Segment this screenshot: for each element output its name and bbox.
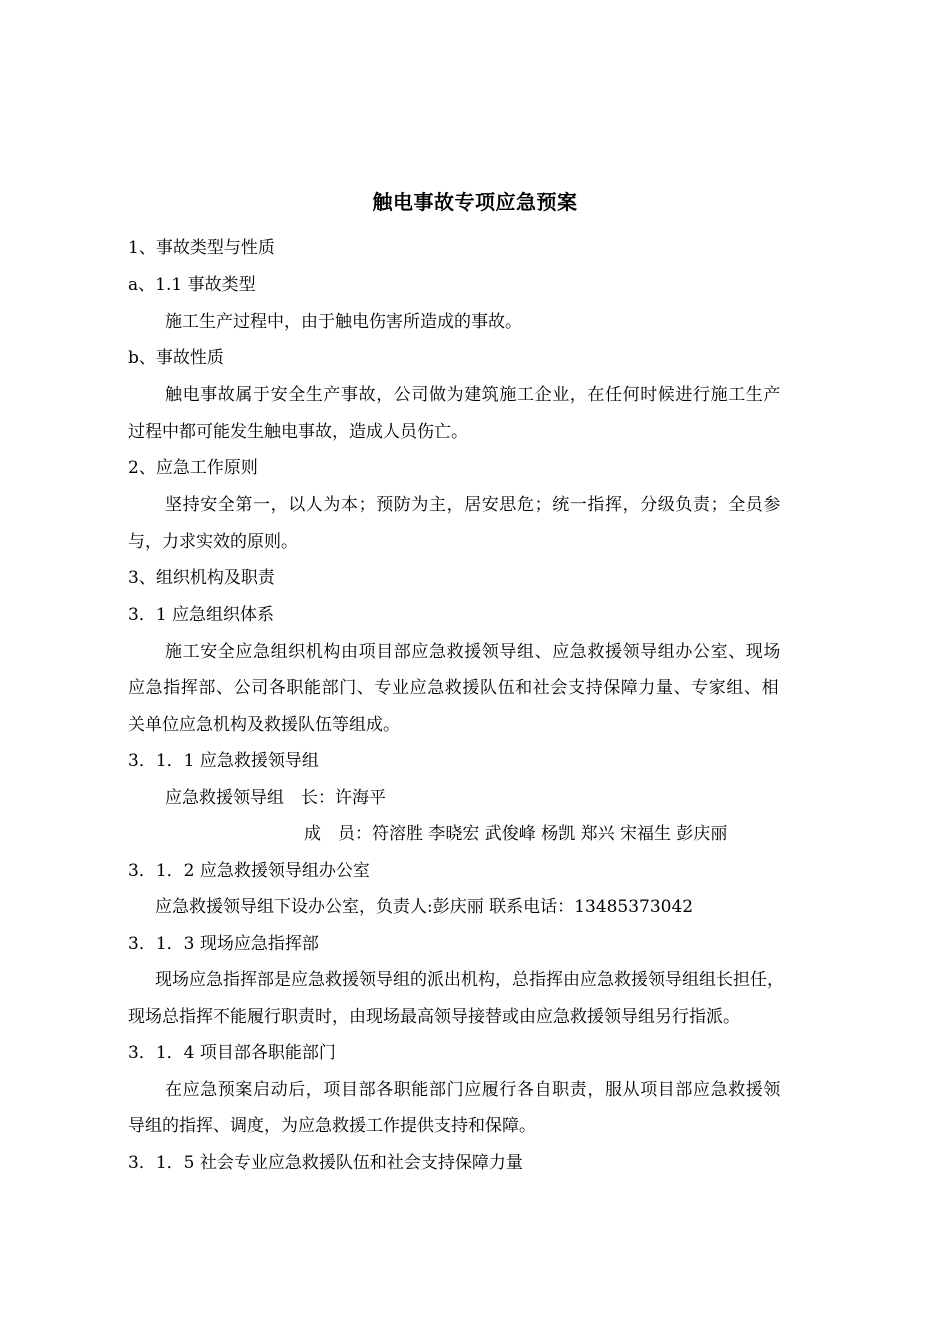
paragraph-line: 过程中都可能发生触电事故，造成人员伤亡。 (128, 422, 468, 442)
paragraph-line: 现场应急指挥部是应急救援领导组的派出机构，总指挥由应急救援领导组组长担任， (155, 970, 784, 990)
paragraph-line: 施工安全应急组织机构由项目部应急救援领导组、应急救援领导组办公室、现场 (165, 642, 781, 662)
paragraph-line: 现场总指挥不能履行职责时，由现场最高领导接替或由应急救援领导组另行指派。 (128, 1007, 740, 1027)
heading-3: 3、组织机构及职责 (128, 568, 275, 588)
leader-line: 应急救援领导组 长：许海平 (165, 788, 386, 808)
subheading-3-1-4: 3．1．4 项目部各职能部门 (128, 1043, 336, 1063)
heading-2: 2、应急工作原则 (128, 458, 258, 478)
heading-1: 1、事故类型与性质 (128, 238, 275, 258)
paragraph-line: 导组的指挥、调度，为应急救援工作提供支持和保障。 (128, 1116, 536, 1136)
subheading-b: b、事故性质 (128, 348, 224, 368)
paragraph-line: 关单位应急机构及救援队伍等组成。 (128, 715, 400, 735)
subheading-1-1: a、1.1 事故类型 (128, 275, 256, 295)
paragraph-line: 施工生产过程中，由于触电伤害所造成的事故。 (165, 312, 522, 332)
paragraph-line: 应急指挥部、公司各职能部门、专业应急救援队伍和社会支持保障力量、专家组、相 (128, 678, 780, 698)
subheading-3-1-3: 3．1．3 现场应急指挥部 (128, 934, 319, 954)
paragraph-line: 触电事故属于安全生产事故，公司做为建筑施工企业，在任何时候进行施工生产 (165, 385, 781, 405)
subheading-3-1-2: 3．1．2 应急救援领导组办公室 (128, 861, 370, 881)
paragraph-line: 与，力求实效的原则。 (128, 532, 298, 552)
office-line: 应急救援领导组下设办公室，负责人:彭庆丽 联系电话：13485373042 (155, 897, 694, 917)
subheading-3-1-5: 3．1．5 社会专业应急救援队伍和社会支持保障力量 (128, 1153, 523, 1173)
paragraph-line: 坚持安全第一，以人为本；预防为主，居安思危；统一指挥，分级负责；全员参 (165, 495, 781, 515)
subheading-3-1: 3．1 应急组织体系 (128, 605, 275, 625)
document-title: 触电事故专项应急预案 (372, 190, 578, 214)
subheading-3-1-1: 3．1．1 应急救援领导组 (128, 751, 319, 771)
members-line: 成 员：符溶胜 李晓宏 武俊峰 杨凯 郑兴 宋福生 彭庆丽 (304, 824, 728, 844)
paragraph-line: 在应急预案启动后，项目部各职能部门应履行各自职责，服从项目部应急救援领 (165, 1080, 781, 1100)
